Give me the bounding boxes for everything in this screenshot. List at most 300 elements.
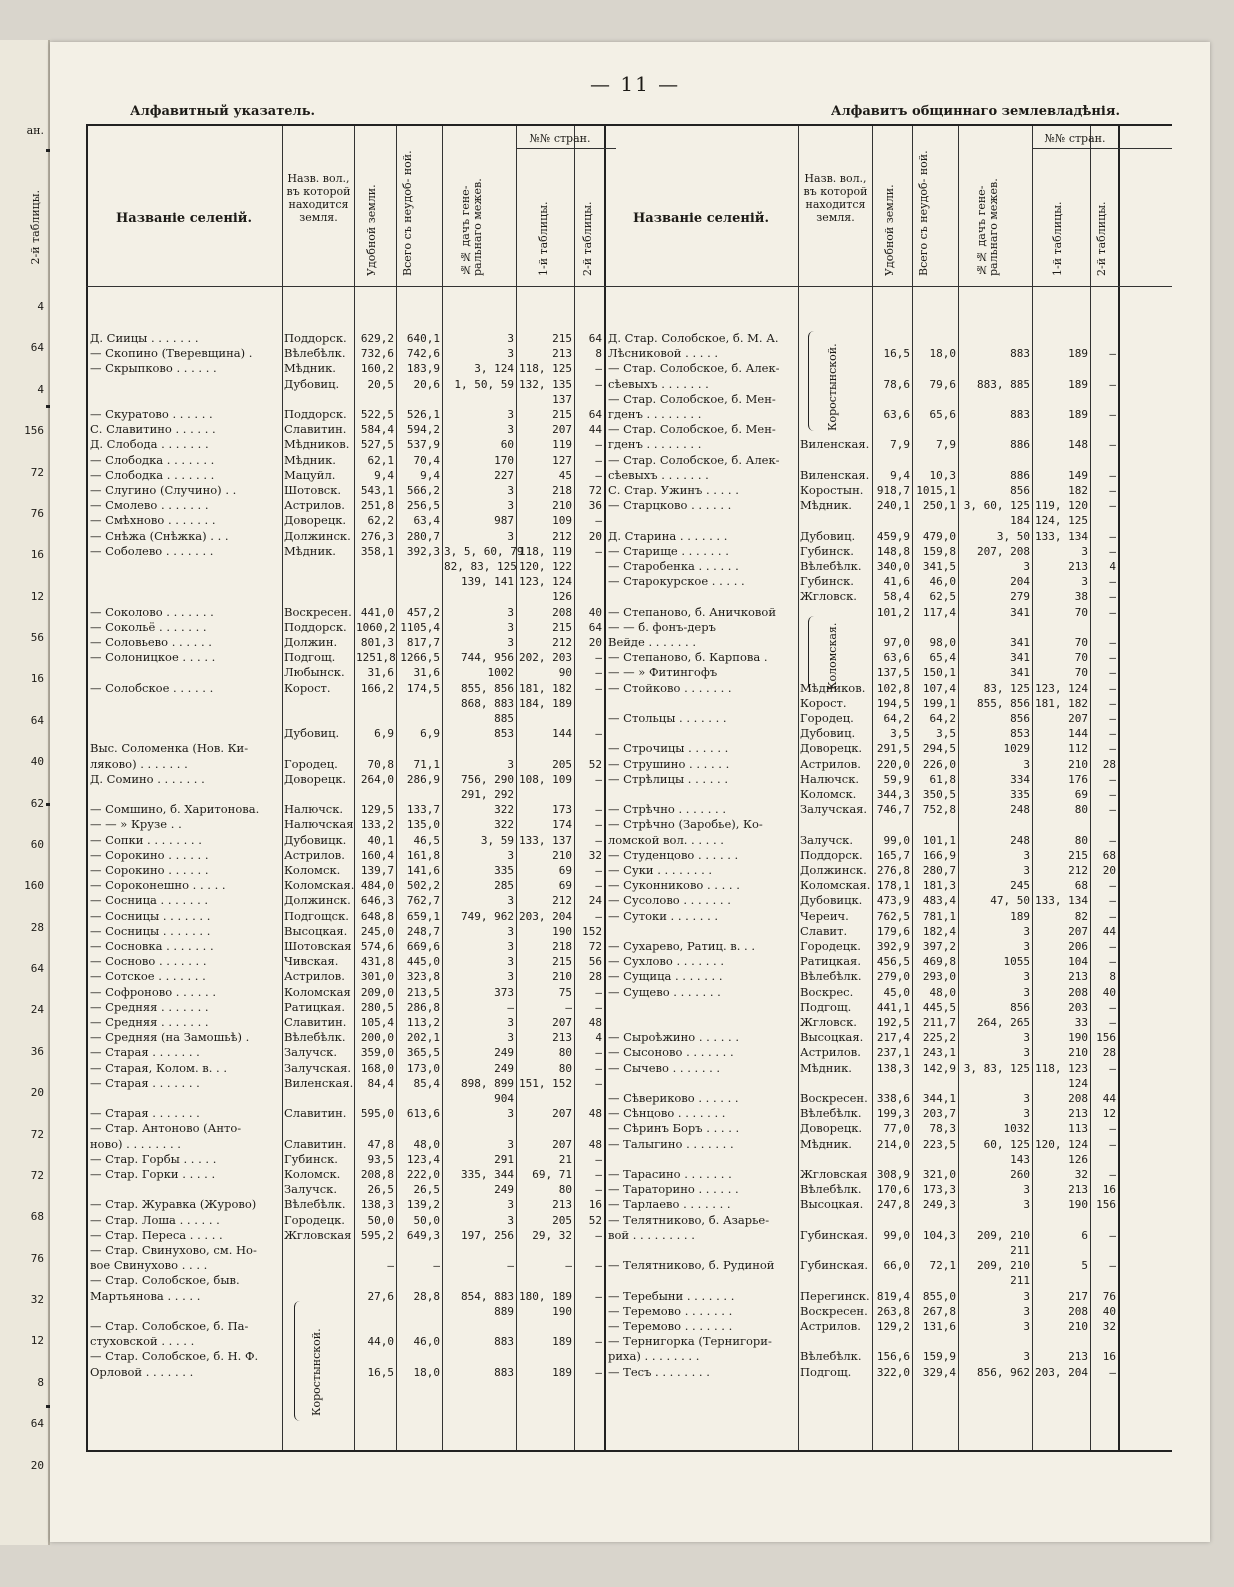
arable-land: 45,0 [883,985,910,999]
prev-page-number: 72 [30,1127,44,1141]
volost-name: Корост. [284,680,331,695]
volost-name: Славит. [800,923,848,938]
page-table2: — [595,1289,602,1303]
volost-name: Мѣдник. [800,498,852,513]
page-table1: 133, 134 [1035,529,1088,543]
survey-dacha-numbers: 341 [1010,666,1030,680]
volost-name: Залучск. [284,1182,337,1197]
page-table1: 215 [552,955,572,969]
total-land: 502,2 [406,879,440,893]
page-table1: 203, 204 [519,909,572,923]
settlement-name: — Смѣхново . . . . . . . [90,513,216,528]
volost-name: Любынск. [284,665,345,680]
volost-name: Доворецк. [284,513,347,528]
survey-dacha-numbers: 856 [1010,712,1030,725]
settlement-name: — Старцково . . . . . . [608,498,732,513]
page-table2: 44 [1102,924,1116,938]
page-table2: — [595,1046,602,1060]
survey-dacha-numbers: 855, 856 [461,681,514,695]
settlement-name: — Снѣжа (Снѣжка) . . . [90,528,229,543]
total-land: 280,7 [406,529,440,543]
arable-land: 50,0 [367,1213,394,1227]
settlement-name: — Стрѣчно (Заробье), Ко- [608,817,763,832]
arable-land: 20,5 [367,377,394,391]
page-table2: 20 [588,529,602,543]
page-table2: — [1109,909,1116,923]
survey-dacha-numbers: 3 [507,894,514,908]
arable-land: 245,0 [360,924,394,938]
total-land: 79,6 [929,377,956,391]
page-table1: 184, 189 [519,696,572,710]
total-land: 286,9 [406,772,440,786]
settlement-name: Д. Слобода . . . . . . . [90,437,209,452]
settlement-name: — Теребыни . . . . . . . [608,1288,735,1303]
settlement-name: — Стар. Солобское, б. Мен- [608,391,776,406]
survey-dacha-numbers: 3 [1023,1289,1030,1303]
total-land: 537,9 [406,438,440,452]
page-table1: 69, 71 [532,1168,572,1181]
survey-dacha-numbers: 322 [494,818,514,832]
volost-name: Поддорск. [800,847,863,862]
page-table2: — [595,772,602,786]
page-table1: 80 [558,1183,572,1197]
page-table2: — [1109,590,1116,604]
volost-name: Губинск. [284,1151,338,1166]
prev-page-number: 64 [30,1417,44,1431]
page-table1: 119 [552,438,572,452]
prev-page-number: 62 [30,796,44,810]
arable-land: 208,8 [360,1168,394,1181]
survey-dacha-numbers: 341 [1010,636,1030,649]
settlement-name: Д. Стар. Солобское, б. М. А. [608,331,779,345]
page-table2: 16 [1102,1183,1116,1197]
arable-land: — [387,1259,394,1273]
page-table1: 126 [552,590,572,604]
arable-land: 237,1 [876,1046,910,1060]
settlement-name: — Сусолово . . . . . . . [608,893,731,908]
page-table1: 213 [552,1031,572,1045]
survey-dacha-numbers: 189 [1010,909,1030,923]
survey-dacha-numbers: 856, 962 [977,1365,1030,1379]
page-table2: 20 [1102,864,1116,877]
page-table2: 32 [1102,1320,1116,1333]
total-land: 479,0 [922,529,956,543]
survey-dacha-numbers: 279 [1010,590,1030,604]
volost-name: Должин. [284,635,338,649]
prev-page-number: 40 [30,755,44,769]
volost-name: Виленская. [800,437,870,452]
header-table2: 2-й таблицы. [581,201,594,276]
settlement-name: — Студенцово . . . . . . [608,847,739,862]
settlement-name: — Средняя . . . . . . . [90,1015,209,1029]
settlement-name: — Стольцы . . . . . . . [608,711,727,725]
volost-name: Коломская. [800,878,871,893]
header-table1: 1-й таблицы. [537,201,550,276]
settlement-name: Д. Сомино . . . . . . . [90,771,205,786]
arable-land: 214,0 [876,1137,910,1151]
settlement-name: С. Стар. Ужинъ . . . . . [608,483,739,497]
volost-name: Вѣлебѣлк. [284,346,346,361]
volost-name: Астрилов. [284,498,345,513]
page-table2: — [595,864,602,877]
volost-name: Вѣлебѣлк. [800,1182,862,1197]
total-land: 267,8 [922,1304,956,1318]
survey-dacha-numbers: 883, 885 [977,377,1030,391]
page-table2: — [595,1228,602,1242]
survey-dacha-numbers: 335, 344 [461,1168,514,1181]
volost-name: Перегинск. [800,1288,870,1303]
arable-land: 441,1 [876,1000,910,1014]
survey-dacha-numbers: 886 [1010,438,1030,452]
page-table1: 208 [1068,1092,1088,1105]
page-table1: 207 [552,1107,572,1121]
total-land: 62,5 [929,590,956,604]
prev-page-number: 24 [30,1003,44,1017]
page-table1: 104 [1068,955,1088,969]
arable-land: 746,7 [876,803,910,817]
volost-name: Коломск. [284,863,341,877]
survey-dacha-numbers: 373 [494,985,514,999]
page-table2: 64 [588,332,602,345]
page-table1: 181, 182 [519,681,572,695]
survey-dacha-numbers: 83, 125 [983,681,1030,695]
header-arable: Удобной земли. [883,184,896,276]
prev-page-number: 156 [24,424,44,438]
arable-land: 359,0 [360,1046,394,1060]
arable-land: 99,0 [883,1228,910,1242]
page-table2: — [1109,499,1116,513]
page-table2: — [595,727,602,741]
page-table1: 21 [558,1152,572,1166]
volost-name: Должинск. [284,893,351,908]
settlement-name: — Стар. Свинухово, см. Но- [90,1243,257,1257]
arable-land: 276,3 [360,529,394,543]
volost-name: Губинск. [800,543,854,558]
arable-land: 322,0 [876,1365,910,1379]
page-table2: — [595,1183,602,1197]
page-table2: — [1109,484,1116,497]
arable-land: 192,5 [876,1016,910,1029]
arable-land: 484,0 [360,879,394,893]
page-table1: 207 [1068,712,1088,725]
page-table2: — [1109,1016,1116,1029]
page-table2: — [1109,742,1116,756]
page-table1: 80 [1074,833,1088,847]
page-table2: 56 [588,955,602,969]
arable-land: 279,0 [876,970,910,984]
survey-dacha-numbers: 341 [1010,651,1030,665]
settlement-name: — Сосновка . . . . . . . [90,939,214,953]
survey-dacha-numbers: 341 [1010,605,1030,619]
settlement-name: — Тернигорка (Тернигори- [608,1334,772,1349]
settlement-name: ляково) . . . . . . . [90,756,188,771]
total-land: 64,2 [929,712,956,725]
survey-dacha-numbers: 60 [500,438,514,452]
total-land: 48,0 [413,1137,440,1151]
volost-name: Должинск. [284,528,351,543]
survey-dacha-numbers: 889 [494,1304,514,1318]
total-land: 213,5 [406,985,440,999]
survey-dacha-numbers: 3 [1023,1107,1030,1121]
arable-land: 595,2 [360,1228,394,1242]
page-table1: 206 [1068,940,1088,953]
page-table1: 120, 122 [519,560,572,573]
volost-name: Корост. [800,695,847,710]
volost-name: Астрилов. [800,1319,861,1333]
group-label-kolomsk: Коломская. [826,622,839,690]
page-table1: 210 [1068,1320,1088,1333]
total-land: 117,4 [922,605,956,619]
arable-land: 62,2 [367,514,394,528]
total-land: 742,6 [406,347,440,361]
page-table2: — [595,453,602,467]
page-table1: 38 [1074,590,1088,604]
arable-land: 762,5 [876,909,910,923]
arable-land: 168,0 [360,1061,394,1075]
total-land: — [433,1259,440,1273]
page-table1: 218 [552,940,572,953]
page-table2: — [1109,636,1116,649]
page-table2: — [595,803,602,817]
arable-land: 78,6 [883,377,910,391]
survey-dacha-numbers: 209, 210 [977,1259,1030,1273]
survey-dacha-numbers: 883 [1010,347,1030,361]
survey-dacha-numbers: 227 [494,468,514,482]
settlement-name: ломской вол. . . . . . [608,832,724,847]
page-table2: — [1109,681,1116,695]
header-total: Всего съ неудоб- ной. [401,150,414,276]
total-land: 365,5 [406,1046,440,1060]
arable-land: 251,8 [360,499,394,513]
volost-name: Подгощ. [800,999,852,1014]
total-land: 457,2 [406,605,440,619]
page-table2: 24 [588,894,602,908]
prev-page-number: 68 [30,1210,44,1224]
page-table1: 82 [1074,909,1088,923]
survey-dacha-numbers: 3 [507,499,514,513]
total-land: 101,1 [922,833,956,847]
settlement-name: — Телятниково, б. Рудиной [608,1258,775,1273]
survey-dacha-numbers: 744, 956 [461,651,514,665]
page-table2: — [1109,1168,1116,1181]
settlement-name: — Соколово . . . . . . . [90,604,214,619]
survey-dacha-numbers: 3 [1023,1031,1030,1045]
arable-land: 64,2 [883,712,910,725]
arable-land: 133,2 [360,818,394,832]
total-land: 174,5 [406,681,440,695]
page-table1: 174 [552,818,572,832]
arable-land: 264,0 [360,772,394,786]
survey-dacha-numbers: 3, 83, 125 [963,1061,1030,1075]
page-table2: — [595,651,602,665]
arable-land: 93,5 [367,1152,394,1166]
settlement-name: — Смолево . . . . . . . [90,498,209,513]
survey-dacha-numbers: 3 [1023,1092,1030,1105]
arable-land: 629,2 [360,332,394,345]
arable-land: 801,3 [360,636,394,649]
page-table2: — [1109,1365,1116,1379]
total-land: 199,1 [922,696,956,710]
group-label-korost-left: Коростынской. [310,1328,323,1416]
page-table2: — [595,666,602,680]
survey-dacha-numbers: 249 [494,1183,514,1197]
arable-land: 527,5 [360,438,394,452]
settlement-name: — Стар. Солобское, б. Алек- [608,361,780,376]
arable-land: 137,5 [876,666,910,680]
survey-dacha-numbers: 853 [494,727,514,741]
survey-dacha-numbers: 1055 [1003,955,1030,969]
header-pages: №№ стран. [1044,132,1106,145]
page-table2: 40 [1102,1304,1116,1318]
arable-land: 194,5 [876,696,910,710]
total-land: 222,0 [406,1168,440,1181]
total-land: 26,5 [413,1183,440,1197]
page-table2: — [1109,879,1116,893]
settlement-name: — Стойково . . . . . . . [608,680,732,695]
settlement-name: — Сѣнцово . . . . . . . [608,1106,726,1121]
arable-land: 247,8 [876,1198,910,1212]
volost-name: Жгловская [800,1167,868,1181]
header-table1: 1-й таблицы. [1051,201,1064,276]
total-land: 321,0 [922,1168,956,1181]
prev-page-number: 72 [30,1168,44,1182]
arable-land: 1251,8 [356,651,396,665]
total-land: 243,1 [922,1046,956,1060]
settlement-name: риха) . . . . . . . . [608,1349,700,1364]
prev-page-number: 12 [30,1334,44,1348]
total-land: 445,5 [922,1000,956,1014]
total-land: 48,0 [929,985,956,999]
total-land: 50,0 [413,1213,440,1227]
page-table2: 52 [588,1213,602,1227]
page-table1: 118, 125 [519,362,572,376]
page-table1: 189 [1068,377,1088,391]
total-land: 133,7 [406,803,440,817]
page-table1: 118, 119 [519,544,572,558]
page-table1: 212 [552,529,572,543]
page-table2: — [1109,347,1116,361]
arable-land: 160,4 [360,848,394,862]
volost-name: Шотовск. [284,483,342,497]
settlement-name: — Сосново . . . . . . . [90,954,207,969]
page-table1: 5 [1081,1259,1088,1273]
total-land: 18,0 [413,1365,440,1379]
total-land: 203,7 [922,1107,956,1121]
arable-land: 7,9 [890,438,910,452]
page-table1: 29, 32 [532,1228,572,1242]
total-land: 223,5 [922,1137,956,1151]
survey-dacha-numbers: 3 [1023,924,1030,938]
arable-land: 47,8 [367,1137,394,1151]
total-land: 159,8 [922,544,956,558]
page-table1: 144 [552,727,572,741]
arable-land: 165,7 [876,848,910,862]
page-table1: 210 [1068,757,1088,771]
settlement-name: — Сорокино . . . . . . [90,863,209,877]
header-dachi: №№ дачъ гене- ральнаго межев. [459,178,484,276]
total-land: 225,2 [922,1031,956,1045]
page-table2: — [595,1076,602,1090]
settlement-name: гденъ . . . . . . . . [608,407,702,421]
page-table2: 20 [588,636,602,649]
page-table2: 4 [595,1031,602,1045]
page-table2: — [1109,833,1116,847]
volost-name: Коломская. [284,878,355,893]
total-land: 250,1 [922,499,956,513]
volost-name: Поддорск. [284,407,347,421]
page-table1: 6 [1081,1228,1088,1242]
settlement-name: — Телятниково, б. Азарье- [608,1212,770,1227]
volost-name: Мѣдник. [284,361,336,376]
survey-dacha-numbers: 853 [1010,727,1030,741]
settlement-name: — Сычево . . . . . . . [608,1060,721,1075]
volost-name: Вѣлебѣлк. [800,559,862,573]
arable-land: 199,3 [876,1107,910,1121]
total-land: 640,1 [406,332,440,345]
settlement-name: Выс. Соломенка (Нов. Ки- [90,741,249,756]
page-table1: 189 [552,1365,572,1379]
page-table2: — [595,879,602,893]
survey-dacha-numbers: 868, 883 [461,696,514,710]
volost-name: Вѣлебѣлк. [800,1349,862,1364]
total-land: 855,0 [922,1289,956,1303]
settlement-name: — Сокольё . . . . . . . [90,619,207,634]
arable-land: 58,4 [883,590,910,604]
page-table2: — [595,1168,602,1181]
header-arable: Удобной земли. [365,184,378,276]
survey-dacha-numbers: 248 [1010,803,1030,817]
settlement-name: — Старая . . . . . . . [90,1106,200,1121]
volost-name: Городец. [284,756,338,771]
prev-page-header: ан. [26,124,44,137]
page-table1: 70 [1074,651,1088,665]
survey-dacha-numbers: 47, 50 [990,894,1030,908]
page-table1: 112 [1068,742,1088,756]
page-table1: 212 [1068,864,1088,877]
settlement-name: — Слугино (Случино) . . [90,483,237,497]
page-table1: 181, 182 [1035,696,1088,710]
total-land: 107,4 [922,681,956,695]
page-table2: 48 [588,1107,602,1121]
prev-page-number: 64 [30,962,44,976]
page-table1: 144 [1068,727,1088,741]
page-table1: 203, 204 [1035,1365,1088,1379]
page-table2: — [1109,1228,1116,1242]
settlement-name: — Стрѣчно . . . . . . . [608,802,726,817]
settlement-name: Мартьянова . . . . . [90,1288,201,1303]
settlement-name: — Теремово . . . . . . . [608,1319,733,1333]
arable-land: 301,0 [360,970,394,984]
settlement-name: ново) . . . . . . . . [90,1136,181,1151]
volost-name: Городецк. [800,939,861,953]
settlement-name: — Старобенка . . . . . . [608,559,739,573]
volost-name: Астрилов. [284,969,345,984]
survey-dacha-numbers: 3 [507,1213,514,1227]
page-table1: 33 [1074,1016,1088,1029]
survey-dacha-numbers: 1029 [1003,742,1030,756]
settlement-name: — Старая . . . . . . . [90,1045,200,1060]
page-table1: 70 [1074,666,1088,680]
total-land: 173,3 [922,1183,956,1197]
arable-land: 648,8 [360,909,394,923]
survey-dacha-numbers: 3 [507,970,514,984]
survey-dacha-numbers: 184 [1010,514,1030,528]
volost-name: Подгощск. [284,908,349,923]
page-table1: 189 [1068,347,1088,361]
arable-land: 1060,2 [356,620,396,634]
page-table2: 64 [588,408,602,421]
page-table1: 118, 123 [1035,1061,1088,1075]
